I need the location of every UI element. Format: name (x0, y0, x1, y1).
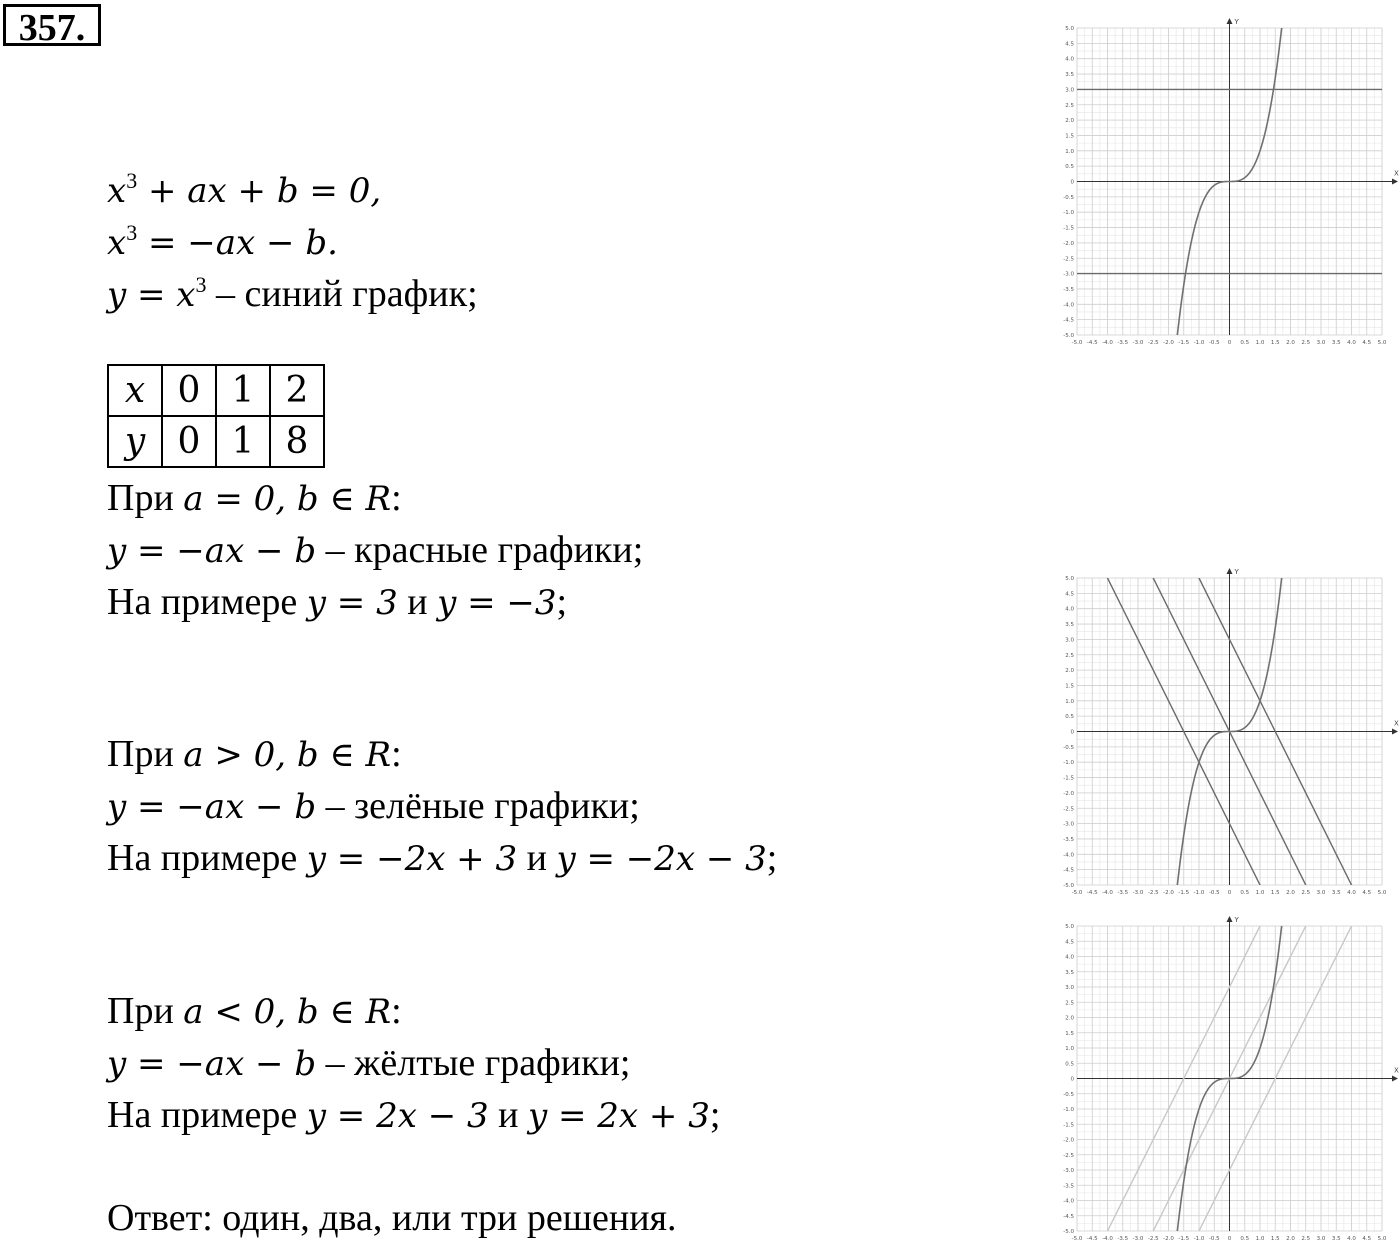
x-tick-label: 1.5 (1270, 1236, 1280, 1242)
y-tick-label: 2.5 (1065, 102, 1074, 109)
case-1-example: На примере y = 3 и y = −3; (107, 581, 568, 623)
x-tick-label: 1.5 (1270, 890, 1280, 896)
x-tick-label: -3.5 (1117, 340, 1129, 346)
x-tick-label: 1.0 (1255, 890, 1265, 896)
table-cell: x (108, 365, 162, 416)
case-2-equation: y = −ax − b – зелёные графики; (107, 785, 640, 827)
x-tick-label: -3.5 (1117, 1236, 1129, 1242)
y-axis-arrow (1227, 568, 1233, 574)
x-tick-label: -0.5 (1208, 1236, 1220, 1242)
x-tick-label: -3.5 (1117, 890, 1129, 896)
x-tick-label: 3.0 (1316, 1236, 1326, 1242)
y-tick-label: 5.0 (1065, 26, 1074, 32)
y-tick-label: -2.5 (1063, 256, 1074, 263)
y-tick-label: -5.0 (1063, 883, 1074, 889)
x-tick-label: 5.0 (1377, 1236, 1387, 1242)
table-row (108, 416, 324, 467)
x-tick-label: 3.5 (1331, 1236, 1341, 1242)
x-tick-label: -4.5 (1086, 1236, 1098, 1242)
y-tick-label: 4.0 (1065, 954, 1074, 961)
x-tick-label: -1.0 (1193, 890, 1205, 896)
y-axis-label: Y (1234, 916, 1239, 924)
x-tick-label: 5.0 (1377, 890, 1387, 896)
y-tick-label: 3.5 (1065, 622, 1074, 629)
y-tick-label: -4.0 (1063, 302, 1074, 309)
y-tick-label: 1.0 (1065, 698, 1074, 705)
y-tick-label: 1.5 (1065, 133, 1074, 140)
y-tick-label: 2.0 (1065, 1015, 1074, 1022)
y-tick-label: -0.5 (1063, 1091, 1074, 1098)
x-tick-label: 3.5 (1331, 340, 1341, 346)
y-tick-label: 0.5 (1065, 714, 1074, 721)
y-axis-arrow (1227, 916, 1233, 922)
case-1-condition: При a = 0, b ∈ R: (107, 477, 402, 519)
x-tick-label: 4.0 (1347, 1236, 1356, 1242)
graph-cubic-decreasing-lines (1055, 564, 1400, 899)
table-cell: 8 (270, 416, 324, 467)
x-tick-label: 0.5 (1240, 1236, 1250, 1242)
x-tick-label: 5.0 (1377, 340, 1387, 346)
y-tick-label: -3.5 (1063, 286, 1074, 293)
x-tick-label: 2.5 (1301, 890, 1311, 896)
x-tick-label: -2.5 (1147, 890, 1159, 896)
x-tick-label: -4.0 (1102, 340, 1113, 346)
y-tick-label: 2.0 (1065, 118, 1074, 125)
y-tick-label: 1.0 (1065, 148, 1074, 155)
x-axis-label: X (1394, 719, 1399, 728)
x-tick-label: 3.0 (1316, 890, 1326, 896)
y-tick-label: -1.5 (1063, 225, 1074, 232)
y-tick-label: 3.5 (1065, 72, 1074, 79)
x-tick-label: 2.0 (1286, 1236, 1295, 1242)
x-tick-label: 4.0 (1347, 340, 1356, 346)
y-tick-label: 0 (1070, 179, 1074, 186)
y-axis-label: Y (1234, 568, 1239, 576)
equation-3: $y = x^3$ – синий график; (107, 272, 478, 315)
y-tick-label: 2.5 (1065, 1000, 1074, 1007)
x-tick-label: -4.5 (1086, 340, 1098, 346)
x-tick-label: 1.0 (1255, 340, 1265, 346)
case-3-condition: При a < 0, b ∈ R: (107, 990, 402, 1032)
answer: Ответ: один, два, или три решения. (107, 1197, 677, 1239)
y-tick-label: -4.5 (1063, 867, 1074, 874)
y-tick-label: -3.0 (1063, 271, 1074, 278)
value-table (107, 364, 325, 468)
y-tick-label: -2.5 (1063, 1152, 1074, 1159)
x-tick-label: -0.5 (1208, 890, 1220, 896)
x-tick-label: 1.0 (1255, 1236, 1265, 1242)
y-tick-label: 4.0 (1065, 606, 1074, 613)
case-3-example: На примере y = 2x − 3 и y = 2x + 3; (107, 1094, 721, 1136)
x-tick-label: -3.0 (1132, 890, 1144, 896)
y-tick-label: -4.0 (1063, 1198, 1074, 1205)
x-axis-label: X (1394, 1066, 1399, 1075)
y-tick-label: -0.5 (1063, 744, 1074, 751)
y-tick-label: -1.0 (1063, 1107, 1074, 1113)
y-tick-label: 3.0 (1065, 87, 1074, 94)
x-tick-label: 4.5 (1362, 340, 1372, 346)
y-tick-label: -1.0 (1063, 760, 1074, 767)
y-tick-label: -1.5 (1063, 775, 1074, 782)
x-tick-label: 2.5 (1301, 340, 1311, 346)
x-tick-label: 4.0 (1347, 890, 1356, 896)
x-tick-label: 2.5 (1301, 1236, 1311, 1242)
x-tick-label: 3.5 (1331, 890, 1341, 896)
x-tick-label: 3.0 (1316, 340, 1326, 346)
x-axis-arrow (1392, 729, 1398, 735)
x-tick-label: -2.5 (1147, 1236, 1159, 1242)
x-tick-label: -2.5 (1147, 340, 1159, 346)
x-tick-label: 2.0 (1286, 340, 1295, 346)
x-tick-label: 0 (1227, 1236, 1232, 1242)
y-tick-label: 4.0 (1065, 56, 1074, 63)
y-tick-label: 5.0 (1065, 576, 1074, 582)
y-tick-label: 0 (1070, 729, 1074, 736)
x-tick-label: -2.0 (1163, 340, 1174, 346)
x-tick-label: -1.5 (1178, 340, 1190, 346)
case-2-condition: При a > 0, b ∈ R: (107, 733, 402, 775)
x-tick-label: 4.5 (1362, 1236, 1372, 1242)
y-tick-label: 3.0 (1065, 637, 1074, 644)
y-tick-label: -5.0 (1063, 333, 1074, 339)
x-tick-label: -4.5 (1086, 890, 1098, 896)
y-tick-label: -3.0 (1063, 1168, 1074, 1174)
x-axis-label: X (1394, 169, 1399, 178)
y-tick-label: 4.5 (1065, 591, 1074, 598)
case-3-equation: y = −ax − b – жёлтые графики; (107, 1042, 631, 1084)
y-tick-label: 2.5 (1065, 652, 1074, 659)
table-cell: 1 (216, 365, 270, 416)
x-tick-label: 0.5 (1240, 890, 1250, 896)
y-axis-label: Y (1234, 18, 1239, 26)
graph-cubic-horizontal-lines (1055, 14, 1400, 349)
case-1-equation: y = −ax − b – красные графики; (107, 529, 644, 571)
y-tick-label: -4.5 (1063, 1213, 1074, 1220)
x-tick-label: -1.5 (1178, 1236, 1190, 1242)
y-tick-label: 2.0 (1065, 668, 1074, 675)
x-tick-label: 2.0 (1286, 890, 1295, 896)
y-tick-label: 0 (1070, 1076, 1074, 1083)
x-tick-label: -2.0 (1163, 1236, 1174, 1242)
x-tick-label: -1.0 (1193, 1236, 1205, 1242)
x-tick-label: -2.0 (1163, 890, 1174, 896)
x-tick-label: 0.5 (1240, 340, 1250, 346)
x-tick-label: 0 (1227, 890, 1232, 896)
y-tick-label: -2.0 (1063, 790, 1074, 797)
y-tick-label: -0.5 (1063, 194, 1074, 201)
y-tick-label: 4.5 (1065, 939, 1074, 946)
x-tick-label: -0.5 (1208, 340, 1220, 346)
x-axis-arrow (1392, 1076, 1398, 1082)
table-cell: 0 (162, 416, 216, 467)
y-tick-label: 3.0 (1065, 985, 1074, 991)
y-axis-arrow (1227, 18, 1233, 24)
x-tick-label: -5.0 (1071, 890, 1083, 896)
x-tick-label: -1.5 (1178, 890, 1190, 896)
y-tick-label: -1.0 (1063, 210, 1074, 217)
x-tick-label: 1.5 (1270, 340, 1280, 346)
problem-number: 357. (3, 4, 101, 46)
x-tick-label: -4.0 (1102, 890, 1113, 896)
y-tick-label: -2.5 (1063, 806, 1074, 813)
x-tick-label: -3.0 (1132, 1236, 1144, 1242)
y-tick-label: -1.5 (1063, 1122, 1074, 1129)
equation-2: $x^3 = -ax - b$. (107, 220, 338, 263)
y-tick-label: 1.5 (1065, 683, 1074, 690)
x-tick-label: -3.0 (1132, 340, 1144, 346)
y-tick-label: -5.0 (1063, 1229, 1074, 1235)
y-tick-label: 1.0 (1065, 1046, 1074, 1052)
x-tick-label: 0 (1227, 340, 1232, 346)
y-tick-label: 5.0 (1065, 924, 1074, 930)
y-tick-label: 3.5 (1065, 969, 1074, 976)
y-tick-label: 4.5 (1065, 41, 1074, 48)
y-tick-label: -3.5 (1063, 836, 1074, 843)
x-tick-label: -4.0 (1102, 1236, 1113, 1242)
x-tick-label: -1.0 (1193, 340, 1205, 346)
equation-1: $x^3$ + ax + b = 0, (107, 168, 382, 211)
table-row (108, 365, 324, 416)
table-cell: y (108, 416, 162, 467)
y-tick-label: -2.0 (1063, 240, 1074, 247)
y-tick-label: 0.5 (1065, 1061, 1074, 1068)
y-tick-label: 1.5 (1065, 1030, 1074, 1037)
case-2-example: На примере y = −2x + 3 и y = −2x − 3; (107, 837, 778, 879)
y-tick-label: -4.5 (1063, 317, 1074, 324)
table-cell: 2 (270, 365, 324, 416)
x-axis-arrow (1392, 179, 1398, 185)
graph-cubic-increasing-lines (1055, 912, 1400, 1245)
table-cell: 0 (162, 365, 216, 416)
table-cell: 1 (216, 416, 270, 467)
x-tick-label: -5.0 (1071, 340, 1083, 346)
x-tick-label: 4.5 (1362, 890, 1372, 896)
y-tick-label: -3.5 (1063, 1183, 1074, 1190)
y-tick-label: -4.0 (1063, 852, 1074, 859)
y-tick-label: -3.0 (1063, 821, 1074, 828)
y-tick-label: 0.5 (1065, 164, 1074, 171)
x-tick-label: -5.0 (1071, 1236, 1083, 1242)
y-tick-label: -2.0 (1063, 1137, 1074, 1144)
